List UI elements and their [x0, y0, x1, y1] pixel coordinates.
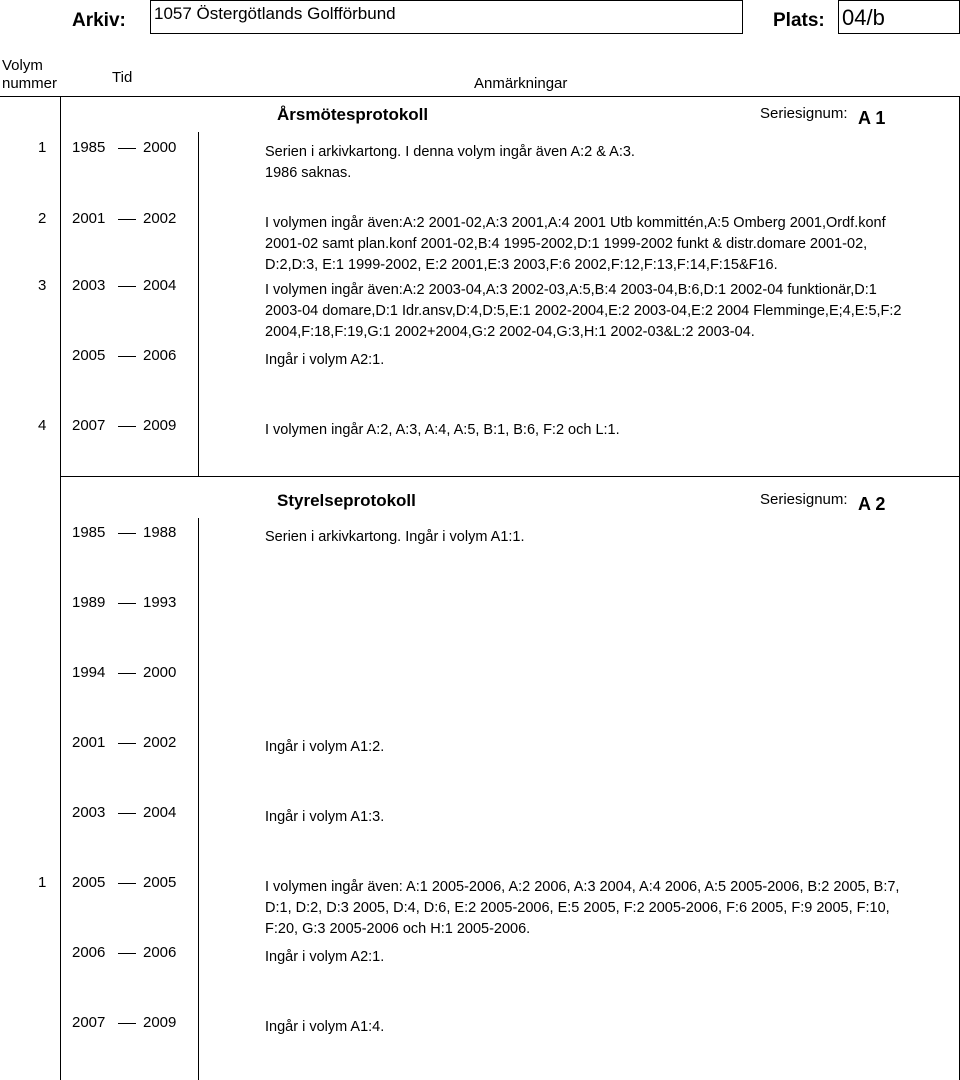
table-row — [0, 417, 960, 477]
year-dash — [118, 356, 136, 357]
year-to: 2009 — [143, 1014, 177, 1031]
row-note — [265, 947, 384, 968]
year-from: 2005 — [72, 347, 106, 364]
table-row — [0, 944, 960, 1004]
table-row — [0, 210, 960, 273]
section-title: Styrelseprotokoll — [277, 491, 416, 510]
note-line: I volymen ingår även:A:2 2003-04,A:3 2002-03,A:5,B:4 2003-04,B:6,D:1 2002-04 funktionär,D:1 — [265, 282, 877, 298]
plats-label: Plats: — [773, 10, 825, 31]
note-line: 2003-04 domare,D:1 Idr.ansv,D:4,D:5,E:1 2002-2004,E:2 2003-04,E:2 2004 Flemminge,E;4,E:5,F:2 — [265, 303, 902, 319]
year-dash — [118, 603, 136, 604]
year-to: 2004 — [143, 804, 177, 821]
row-note — [265, 213, 886, 276]
year-dash — [118, 426, 136, 427]
row-note — [265, 737, 384, 758]
year-from: 1985 — [72, 524, 106, 541]
note-line: Ingår i volym A1:4. — [265, 1019, 385, 1035]
arkiv-field — [150, 0, 743, 34]
note-line: D:1, D:2, D:3 2005, D:4, D:6, E:2 2005-2006, E:5 2005, F:2 2005-2006, F:6 2005, F:9 2005, F:10, — [265, 900, 890, 916]
year-to: 1988 — [143, 524, 177, 541]
year-to: 2006 — [143, 347, 177, 364]
row-note — [265, 807, 384, 828]
note-line: 2004,F:18,F:19,G:1 2002+2004,G:2 2002-04,G:3,H:1 2002-03&L:2 2003-04. — [265, 324, 755, 340]
note-line: D:2,D:3, E:1 1999-2002, E:2 2001,E:3 2003,F:6 2002,F:12,F:13,F:14,F:15&F16. — [265, 257, 778, 273]
table-row — [0, 664, 960, 724]
table-row — [0, 734, 960, 794]
row-note — [265, 420, 620, 441]
row-note — [265, 877, 899, 940]
note-line: Ingår i volym A1:3. — [265, 809, 385, 825]
column-header-anmarkningar: Anmärkningar — [474, 75, 568, 92]
year-from: 1989 — [72, 594, 106, 611]
year-from: 2001 — [72, 210, 106, 227]
arkiv-value: 1057 Östergötlands Golfförbund — [154, 4, 396, 23]
header-divider — [0, 96, 960, 97]
seriesignum-value: A 1 — [858, 108, 886, 128]
year-dash — [118, 673, 136, 674]
year-to: 1993 — [143, 594, 177, 611]
section-header-a1 — [0, 105, 960, 135]
year-dash — [118, 219, 136, 220]
table-row — [0, 804, 960, 864]
volume-number: 1 — [38, 139, 47, 156]
note-line: 1986 saknas. — [265, 165, 352, 181]
column-header-tid: Tid — [112, 69, 133, 86]
table-row — [0, 594, 960, 654]
note-line: F:20, G:3 2005-2006 och H:1 2005-2006. — [265, 921, 531, 937]
year-dash — [118, 533, 136, 534]
year-to: 2002 — [143, 734, 177, 751]
plats-field — [838, 0, 960, 34]
year-dash — [118, 953, 136, 954]
note-line: Ingår i volym A1:2. — [265, 739, 385, 755]
note-line: Serien i arkivkartong. Ingår i volym A1:1. — [265, 529, 525, 545]
row-note — [265, 1017, 384, 1038]
seriesignum-label: Seriesignum: — [760, 491, 848, 508]
volume-number: 1 — [38, 874, 47, 891]
year-dash — [118, 1023, 136, 1024]
year-from: 2007 — [72, 1014, 106, 1031]
volume-number: 3 — [38, 277, 47, 294]
year-to: 2000 — [143, 664, 177, 681]
note-line: 2001-02 samt plan.konf 2001-02,B:4 1995-2002,D:1 1999-2002 funkt & distr.domare 2001-02, — [265, 236, 868, 252]
column-header-volym-line1: Volym — [2, 57, 43, 74]
section-title: Årsmötesprotokoll — [277, 105, 429, 124]
year-from: 2001 — [72, 734, 106, 751]
note-line: Ingår i volym A2:1. — [265, 352, 385, 368]
volume-number: 2 — [38, 210, 47, 227]
year-from: 1985 — [72, 139, 106, 156]
section-header-a2 — [0, 491, 960, 521]
column-header-volym-line2: nummer — [2, 75, 58, 92]
table-row — [0, 1014, 960, 1074]
row-note — [265, 142, 635, 184]
note-line: I volymen ingår A:2, A:3, A:4, A:5, B:1, B:6, F:2 och L:1. — [265, 422, 620, 438]
row-note — [265, 280, 902, 343]
year-to: 2002 — [143, 210, 177, 227]
year-dash — [118, 286, 136, 287]
seriesignum-label: Seriesignum: — [760, 105, 848, 122]
year-to: 2004 — [143, 277, 177, 294]
table-row — [0, 347, 960, 407]
table-row — [0, 874, 960, 937]
arkiv-label: Arkiv: — [72, 10, 126, 31]
note-line: I volymen ingår även: A:1 2005-2006, A:2 2006, A:3 2004, A:4 2006, A:5 2005-2006, B:2 2005, B:7, — [265, 879, 900, 895]
plats-value: 04/b — [842, 5, 885, 30]
table-row — [0, 524, 960, 584]
year-dash — [118, 743, 136, 744]
table-row — [0, 139, 960, 199]
year-from: 1994 — [72, 664, 106, 681]
year-from: 2003 — [72, 277, 106, 294]
row-note — [265, 527, 525, 548]
seriesignum-value: A 2 — [858, 494, 886, 514]
table-row — [0, 277, 960, 340]
year-from: 2006 — [72, 944, 106, 961]
year-dash — [118, 148, 136, 149]
year-dash — [118, 813, 136, 814]
year-from: 2005 — [72, 874, 106, 891]
year-from: 2007 — [72, 417, 106, 434]
year-to: 2005 — [143, 874, 177, 891]
volume-number: 4 — [38, 417, 47, 434]
year-from: 2003 — [72, 804, 106, 821]
note-line: Ingår i volym A2:1. — [265, 949, 385, 965]
note-line: I volymen ingår även:A:2 2001-02,A:3 2001,A:4 2001 Utb kommittén,A:5 Omberg 2001,Ordf.konf — [265, 215, 886, 231]
column-header-volym — [2, 57, 57, 93]
year-to: 2000 — [143, 139, 177, 156]
year-to: 2006 — [143, 944, 177, 961]
year-dash — [118, 883, 136, 884]
row-note — [265, 350, 384, 371]
year-to: 2009 — [143, 417, 177, 434]
note-line: Serien i arkivkartong. I denna volym ingår även A:2 & A:3. — [265, 144, 635, 160]
